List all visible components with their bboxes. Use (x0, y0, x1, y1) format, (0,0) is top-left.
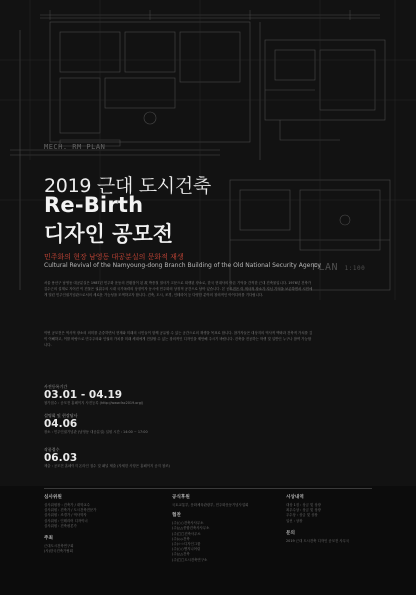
jury-line: 심사위원 : 조경가 / 역사학자 (44, 513, 87, 518)
schedule-note: 제출 : 공모전 홈페이지 온라인 접수 및 패널 제출 (자세한 사항은 홈페이지 공지 참조) (44, 464, 170, 468)
jury-line: 심사위원 : 건축가 / 도시건축전문가 (44, 508, 97, 513)
award-line: 우수상 : 상금 및 상장 (286, 513, 318, 518)
award-heading: 시상내역 (286, 495, 304, 500)
schedule-date: 04.06 (44, 418, 78, 430)
jury-line: 심사위원장 : 건축가 / 대학교수 (44, 503, 90, 507)
cosponsor-line: (주)□□건축사무소 (172, 531, 201, 536)
cosponsor-line: (주)◇◇건축 (172, 536, 190, 541)
organizer-line: (사)한국건축가협회 (44, 549, 73, 554)
jury-line: 심사위원 : 건축평론가 (44, 523, 77, 528)
subtitle-korean: 민주화의 현장 남영동 대공분실의 문화적 재생 (44, 253, 184, 261)
jury-heading: 심사위원 (44, 495, 62, 500)
cosponsor-line: (주)○○엔지니어링 (172, 547, 201, 552)
competition-paragraph: 이번 공모전은 역사적 장소의 의미를 존중하면서 현재와 미래의 시민들이 함께 공유할 수 있는 공간으로의 재생을 목표로 합니다. 참가자들은 대상지의 역사적 맥락과 건축적 가치를 깊이 이해하고, 이를 바탕으로 민주주의와 인권의 가치를 미래 세대에게 전달할 수 있는 창의적인 디자인을 제안해 주시기 바랍니다. 건축을 전공하는 학생 및 일반인 누구나 참여 가능합니다. (44, 331, 313, 348)
poster-year-title: 2019 근대 도시건축 (44, 175, 211, 197)
schedule-briefing (44, 413, 148, 435)
schedule-label: 작품접수 (44, 447, 60, 452)
award-line: 입선 : 상장 (286, 518, 303, 523)
footer-sponsor-column (172, 494, 248, 563)
cosponsor-line: (주)△△건축 (172, 552, 190, 557)
cosponsor-line: (주)△△종합건축사사무소 (172, 526, 210, 531)
contact-heading: 문의 (286, 530, 295, 536)
schedule-submission (44, 447, 170, 469)
plan-label-2: PLAN 1:100 (312, 262, 366, 273)
cosponsor-line: (주)○○건축사사무소 (172, 521, 204, 526)
schedule-date: 03.01 - 04.19 (44, 389, 123, 401)
jury-line: 심사위원 : 인테리어 디자이너 (44, 518, 88, 523)
poster-title-competition: 디자인 공모전 (44, 222, 174, 246)
schedule-date: 06.03 (44, 452, 78, 464)
footer-jury-column (44, 494, 96, 554)
award-line: 대상 1점 : 상금 및 상장 (286, 503, 321, 507)
plan-label: MECH. RM PLAN (44, 143, 106, 151)
contact-line: 2019 근대 도시건축 디자인 공모전 사무국 (286, 538, 350, 543)
intro-paragraph: 서울 용산구 남영동 대공분실은 1987년 민주화 운동의 전환점이 된 故 박종철 열사가 고문으로 희생된 장소로, 한국 현대사의 아픈 기억을 간직한 근대 건축물입니다. 1976년 건축가 김수근의 설계로 지어진 이 건물은 권위주의 시대 국가폭력의 상징이자 동시에 민주화의 상징적 공간으로 남아 있습니다. 본 공모전은 이 역사적 장소가 지닌 기억을 보존하면서 시민에게 열린 민주인권기념관으로서의 새로운 가능성을 모색하고자 합니다. 건축, 도시, 조경, 인테리어 등 다양한 분야의 창의적인 아이디어를 기다립니다. (44, 281, 313, 298)
schedule-registration (44, 384, 143, 406)
subtitle-english: Cultural Revival of the Namyoung-dong Branch Building of the Old National Security Agency (44, 262, 321, 269)
schedule-label: 사전등록기간 (44, 384, 68, 389)
schedule-label: 설명회 및 현장답사 (44, 413, 78, 418)
poster-title-rebirth: Re-Birth (44, 193, 144, 217)
sponsor-line: 국토교통부, 문화체육관광부, 민주화운동기념사업회 (172, 503, 249, 507)
footer-award-column (286, 494, 349, 544)
schedule-note: 장소 : 민주인권기념관 (남영동 대공분실) 일원 시간 : 14:00 ~ 17:00 (44, 430, 148, 434)
award-line: 최우수상 : 상금 및 상장 (286, 508, 321, 513)
cosponsor-line: (주)□□도시건축연구소 (172, 557, 208, 562)
footer-divider (44, 488, 372, 489)
sponsor-heading: 공식후원 (172, 495, 190, 500)
organizer-line: 근대도시건축연구회 (44, 544, 74, 549)
organizer-heading: 주최 (44, 536, 53, 542)
cosponsor-line: (주)☆☆디자인그룹 (172, 542, 201, 547)
schedule-note: 참가접수 : 공모전 홈페이지 사전등록 (http://www.fac2019.org/) (44, 401, 144, 405)
cosponsor-heading: 협찬 (172, 513, 181, 519)
